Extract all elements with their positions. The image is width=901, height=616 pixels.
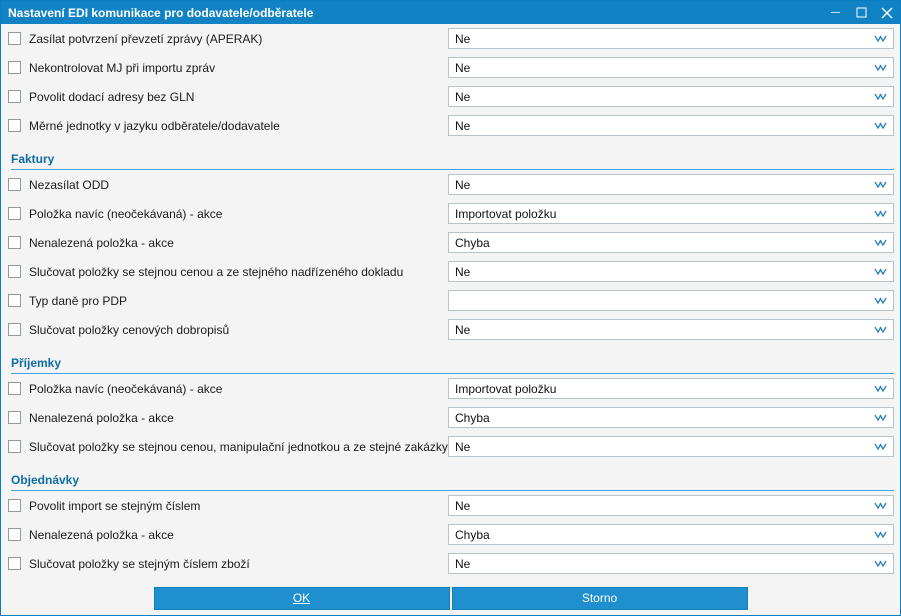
setting-label-group bbox=[8, 528, 448, 542]
setting-row bbox=[1, 257, 900, 286]
setting-checkbox[interactable] bbox=[8, 499, 21, 512]
setting-row bbox=[1, 549, 900, 578]
chevron-down-icon[interactable] bbox=[874, 87, 887, 108]
section-header bbox=[1, 461, 900, 491]
dialog-titlebar[interactable] bbox=[1, 1, 900, 24]
setting-row bbox=[1, 53, 900, 82]
chevron-down-icon[interactable] bbox=[874, 496, 887, 517]
setting-label-group bbox=[8, 557, 448, 571]
setting-label: Položka navíc (neočekávaná) - akce bbox=[29, 206, 223, 221]
setting-value: Ne bbox=[455, 439, 471, 454]
setting-checkbox[interactable] bbox=[8, 557, 21, 570]
setting-value: Ne bbox=[455, 264, 471, 279]
setting-checkbox[interactable] bbox=[8, 236, 21, 249]
setting-value: Chyba bbox=[455, 235, 490, 250]
setting-checkbox[interactable] bbox=[8, 90, 21, 103]
setting-label-group bbox=[8, 236, 448, 250]
chevron-down-icon[interactable] bbox=[874, 233, 887, 254]
setting-label: Nenalezená položka - akce bbox=[29, 410, 174, 425]
chevron-down-icon[interactable] bbox=[874, 175, 887, 196]
dialog-title: Nastavení EDI komunikace pro dodavatele/odběratele bbox=[8, 5, 314, 20]
setting-combobox[interactable] bbox=[448, 203, 894, 224]
setting-row bbox=[1, 491, 900, 520]
setting-label: Slučovat položky se stejným číslem zboží bbox=[29, 556, 250, 571]
setting-checkbox[interactable] bbox=[8, 323, 21, 336]
setting-row bbox=[1, 111, 900, 140]
setting-row bbox=[1, 170, 900, 199]
setting-row bbox=[1, 286, 900, 315]
setting-row bbox=[1, 520, 900, 549]
setting-label-group bbox=[8, 499, 448, 513]
setting-label: Slučovat položky se stejnou cenou a ze stejného nadřízeného dokladu bbox=[29, 264, 404, 279]
cancel-button[interactable]: Storno bbox=[452, 587, 748, 610]
minimize-icon[interactable] bbox=[822, 1, 848, 24]
setting-label-group bbox=[8, 207, 448, 221]
setting-combobox[interactable] bbox=[448, 407, 894, 428]
section-divider bbox=[11, 490, 894, 491]
setting-checkbox[interactable] bbox=[8, 207, 21, 220]
section-header bbox=[1, 140, 900, 170]
setting-row bbox=[1, 432, 900, 461]
chevron-down-icon[interactable] bbox=[874, 525, 887, 546]
setting-label: Typ daně pro PDP bbox=[29, 293, 128, 308]
setting-combobox[interactable] bbox=[448, 553, 894, 574]
setting-checkbox[interactable] bbox=[8, 382, 21, 395]
chevron-down-icon[interactable] bbox=[874, 379, 887, 400]
setting-combobox[interactable] bbox=[448, 495, 894, 516]
setting-label: Nezasílat ODD bbox=[29, 177, 110, 192]
setting-value: Ne bbox=[455, 556, 471, 571]
setting-combobox[interactable] bbox=[448, 524, 894, 545]
setting-combobox[interactable] bbox=[448, 174, 894, 195]
setting-label-group bbox=[8, 61, 448, 75]
setting-combobox[interactable] bbox=[448, 290, 894, 311]
setting-checkbox[interactable] bbox=[8, 178, 21, 191]
setting-row bbox=[1, 24, 900, 53]
setting-row bbox=[1, 199, 900, 228]
setting-combobox[interactable] bbox=[448, 86, 894, 107]
setting-label-group bbox=[8, 119, 448, 133]
setting-value: Ne bbox=[455, 89, 471, 104]
setting-label-group bbox=[8, 440, 448, 454]
chevron-down-icon[interactable] bbox=[874, 408, 887, 429]
setting-checkbox[interactable] bbox=[8, 411, 21, 424]
setting-checkbox[interactable] bbox=[8, 265, 21, 278]
setting-row bbox=[1, 374, 900, 403]
setting-value: Chyba bbox=[455, 410, 490, 425]
setting-label-group bbox=[8, 382, 448, 396]
setting-checkbox[interactable] bbox=[8, 61, 21, 74]
maximize-icon[interactable] bbox=[848, 1, 874, 24]
setting-row bbox=[1, 82, 900, 111]
setting-label-group bbox=[8, 294, 448, 308]
setting-value: Chyba bbox=[455, 527, 490, 542]
setting-combobox[interactable] bbox=[448, 57, 894, 78]
setting-label: Nenalezená položka - akce bbox=[29, 235, 174, 250]
setting-label-group bbox=[8, 411, 448, 425]
chevron-down-icon[interactable] bbox=[874, 320, 887, 341]
setting-label: Položka navíc (neočekávaná) - akce bbox=[29, 381, 223, 396]
chevron-down-icon[interactable] bbox=[874, 554, 887, 575]
chevron-down-icon[interactable] bbox=[874, 29, 887, 50]
setting-row bbox=[1, 228, 900, 257]
section-title: Faktury bbox=[11, 152, 55, 166]
section-divider bbox=[11, 373, 894, 374]
setting-combobox[interactable] bbox=[448, 232, 894, 253]
setting-label: Nekontrolovat MJ při importu zpráv bbox=[29, 60, 216, 75]
setting-checkbox[interactable] bbox=[8, 32, 21, 45]
setting-label-group bbox=[8, 32, 448, 46]
setting-value: Ne bbox=[455, 177, 471, 192]
setting-label: Povolit dodací adresy bez GLN bbox=[29, 89, 195, 104]
ok-button[interactable]: OK bbox=[154, 587, 450, 610]
setting-value: Ne bbox=[455, 322, 471, 337]
setting-combobox[interactable] bbox=[448, 28, 894, 49]
section-title: Objednávky bbox=[11, 473, 80, 487]
chevron-down-icon[interactable] bbox=[874, 291, 887, 312]
setting-label-group bbox=[8, 265, 448, 279]
setting-combobox[interactable] bbox=[448, 436, 894, 457]
settings-list bbox=[1, 24, 900, 584]
chevron-down-icon[interactable] bbox=[874, 116, 887, 137]
setting-label: Měrné jednotky v jazyku odběratele/dodavatele bbox=[29, 118, 280, 133]
setting-label: Povolit import se stejným číslem bbox=[29, 498, 201, 513]
setting-combobox[interactable] bbox=[448, 261, 894, 282]
setting-value: Importovat položku bbox=[455, 381, 557, 396]
setting-value: Importovat položku bbox=[455, 206, 557, 221]
setting-combobox[interactable] bbox=[448, 115, 894, 136]
setting-label: Slučovat položky cenových dobropisů bbox=[29, 322, 230, 337]
chevron-down-icon[interactable] bbox=[874, 204, 887, 225]
setting-value: Ne bbox=[455, 498, 471, 513]
section-header bbox=[1, 344, 900, 374]
setting-combobox[interactable] bbox=[448, 319, 894, 340]
setting-combobox[interactable] bbox=[448, 378, 894, 399]
setting-label-group bbox=[8, 323, 448, 337]
setting-checkbox[interactable] bbox=[8, 528, 21, 541]
section-divider bbox=[11, 169, 894, 170]
setting-checkbox[interactable] bbox=[8, 440, 21, 453]
setting-row bbox=[1, 315, 900, 344]
setting-value: Ne bbox=[455, 118, 471, 133]
section-title: Příjemky bbox=[11, 356, 62, 370]
chevron-down-icon[interactable] bbox=[874, 262, 887, 283]
chevron-down-icon[interactable] bbox=[874, 58, 887, 79]
setting-label: Slučovat položky se stejnou cenou, manipulační jednotkou a ze stejné zakázky bbox=[29, 439, 448, 454]
setting-label-group bbox=[8, 178, 448, 192]
setting-value: Ne bbox=[455, 60, 471, 75]
setting-value: Ne bbox=[455, 31, 471, 46]
setting-row bbox=[1, 403, 900, 432]
window-controls bbox=[822, 1, 900, 24]
dialog-footer bbox=[1, 584, 900, 615]
chevron-down-icon[interactable] bbox=[874, 437, 887, 458]
setting-checkbox[interactable] bbox=[8, 294, 21, 307]
setting-label: Nenalezená položka - akce bbox=[29, 527, 174, 542]
close-icon[interactable] bbox=[874, 1, 900, 24]
setting-label-group bbox=[8, 90, 448, 104]
setting-label: Zasílat potvrzení převzetí zprávy (APERAK) bbox=[29, 31, 263, 46]
setting-checkbox[interactable] bbox=[8, 119, 21, 132]
